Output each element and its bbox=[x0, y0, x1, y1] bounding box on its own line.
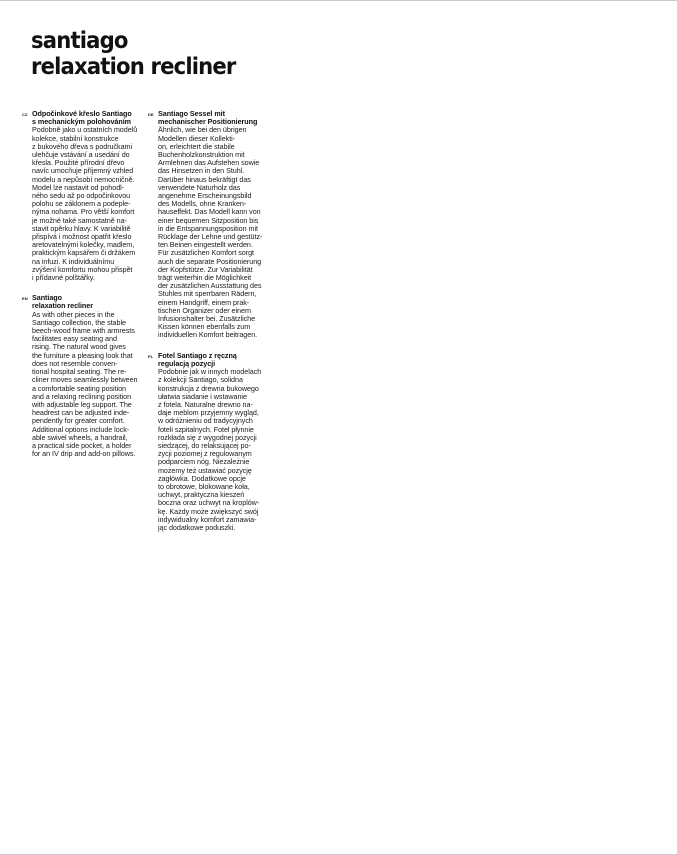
body-line: Kissen können ebenfalls zum bbox=[158, 322, 251, 332]
body-line: navíc umocňuje příjemný vzhled bbox=[32, 166, 134, 176]
body-line: stavit opěrku hlavy. K variabilitě bbox=[32, 223, 131, 233]
section-body bbox=[158, 368, 262, 532]
body-line: ułatwia siadanie i wstawanie bbox=[158, 391, 247, 401]
body-line: tischen Organizer oder einem bbox=[158, 305, 251, 315]
body-line: aretovatelnými kolečky, madlem, bbox=[32, 240, 135, 250]
body-line: for an IV drip and add-on pillows. bbox=[32, 449, 136, 459]
body-line: individuellen Komfort beitragen. bbox=[158, 330, 258, 340]
body-line: angenehme Erscheinungsbild bbox=[158, 191, 252, 201]
section-pl bbox=[148, 352, 262, 532]
section-body bbox=[32, 126, 136, 282]
heading-line: relaxation recliner bbox=[32, 301, 93, 311]
body-line: with adjustable leg support. The bbox=[32, 399, 132, 409]
body-line: facilitates easy seating and bbox=[32, 334, 117, 344]
body-line: z kolekcji Santiago, solidna bbox=[158, 375, 243, 385]
section-cz bbox=[22, 110, 136, 282]
body-line: verwendete Naturholz das bbox=[158, 182, 241, 192]
body-line: ulehčuje vstávání a usedání do bbox=[32, 150, 130, 160]
body-line: Infusionshalter bei. Zusätzliche bbox=[158, 314, 256, 324]
body-line: Ähnlich, wie bei den übrigen bbox=[158, 125, 247, 135]
body-line: jąc dodatkowe poduszki. bbox=[158, 522, 236, 532]
body-line: nýma nohama. Pro větší komfort bbox=[32, 207, 135, 217]
body-line: headrest can be adjusted inde- bbox=[32, 408, 130, 418]
body-line: able swivel wheels, a handrail, bbox=[32, 432, 128, 442]
body-line: As with other pieces in the bbox=[32, 309, 115, 319]
body-line: możemy też ustawiać pozycję bbox=[158, 465, 252, 475]
body-line: podparciem nóg. Niezależnie bbox=[158, 457, 250, 467]
body-line: indywidualny komfort zamawia- bbox=[158, 514, 257, 524]
body-line: z fotela. Naturalne drewno na- bbox=[158, 399, 253, 409]
page-title-line-1: santiago bbox=[31, 28, 128, 54]
body-line: Podobně jako u ostatních modelů bbox=[32, 125, 138, 135]
language-code-en: EN bbox=[22, 296, 28, 302]
body-line: přispívá i možnost opatřit křeslo bbox=[32, 232, 132, 242]
body-line: Für zusätzlichen Komfort sorgt bbox=[158, 248, 254, 258]
body-line: ného sedu až po odpočinkovou bbox=[32, 191, 131, 201]
text-column-left bbox=[22, 110, 136, 470]
body-line: des Modells, ohne Kranken- bbox=[158, 199, 247, 209]
body-line: beech-wood frame with armrests bbox=[32, 326, 135, 336]
body-line: ten Beinen eingestellt werden. bbox=[158, 240, 253, 250]
section-heading bbox=[158, 352, 262, 368]
body-line: konstrukcja z drewna bukowego bbox=[158, 383, 259, 393]
body-line: kolekce, stabilní konstrukce bbox=[32, 133, 119, 143]
body-line: Additional options include lock- bbox=[32, 424, 130, 434]
body-line: zycji poziomej z regulowanym bbox=[158, 449, 252, 459]
body-line: siedzącej, do relaksującej po- bbox=[158, 440, 251, 450]
body-line: zagłówka. Dodatkowe opcje bbox=[158, 473, 246, 483]
body-line: trägt weiterhin die Möglichkeit bbox=[158, 273, 252, 283]
page-title-line-2: relaxation recliner bbox=[31, 54, 236, 80]
body-line: pendently for greater comfort. bbox=[32, 416, 125, 426]
body-line: to obrotowe, blokowane koła, bbox=[158, 481, 250, 491]
body-line: zvýšení komfortu mohou přispět bbox=[32, 264, 133, 274]
section-heading bbox=[32, 294, 136, 310]
text-column-right bbox=[148, 110, 262, 544]
body-line: polohu se záklonem a podeple- bbox=[32, 199, 131, 209]
body-line: Stuhles mit sperrbaren Rädern, bbox=[158, 289, 257, 299]
heading-line: Fotel Santiago z ręczną bbox=[158, 350, 237, 360]
body-line: Model lze nastavit od pohodl- bbox=[32, 182, 125, 192]
body-line: tional hospital seating. The re- bbox=[32, 367, 127, 377]
body-line: der zusätzlichen Ausstattung des bbox=[158, 281, 262, 291]
body-line: the furniture a pleasing look that bbox=[32, 350, 133, 360]
page-edge-top bbox=[0, 0, 678, 1]
language-code-cz: CZ bbox=[22, 112, 28, 117]
section-heading bbox=[32, 110, 136, 126]
heading-line: Santiago Sessel mit bbox=[158, 109, 225, 118]
body-line: Rücklage der Lehne und gestütz- bbox=[158, 232, 263, 242]
body-line: na infuzi. K individuálnímu bbox=[32, 256, 115, 266]
body-line: hauseffekt. Das Modell kann von bbox=[158, 207, 261, 217]
body-line: uchwyt, praktyczna kieszeń bbox=[158, 490, 245, 500]
heading-line: Odpočinkové křeslo Santiago bbox=[32, 109, 132, 118]
body-line: modelu a nepůsobí nemocničně. bbox=[32, 174, 135, 184]
body-line: w odróżnieniu od tradycyjnych bbox=[158, 416, 253, 426]
body-line: Santiago collection, the stable bbox=[32, 317, 126, 327]
body-line: Armlehnen das Aufstehen sowie bbox=[158, 158, 260, 168]
body-line: does not resemble conven- bbox=[32, 358, 118, 368]
body-line: on, erleichtert die stabile bbox=[158, 141, 235, 151]
body-line: je možné také samostatně na- bbox=[32, 215, 127, 225]
heading-line: regulacją pozycji bbox=[158, 358, 216, 368]
section-de bbox=[148, 110, 262, 340]
language-code-pl: PL bbox=[148, 353, 154, 359]
body-line: in die Entspannungsposition mit bbox=[158, 223, 258, 233]
body-line: rozkłada się z wygodnej pozycji bbox=[158, 432, 257, 442]
body-line: a comfortable seating position bbox=[32, 383, 126, 393]
page-title bbox=[31, 28, 236, 80]
body-line: and a relaxing reclining position bbox=[32, 391, 132, 401]
body-line: Modellen dieser Kollekti- bbox=[158, 133, 236, 143]
body-line: a practical side pocket, a holder bbox=[32, 440, 132, 450]
section-en bbox=[22, 294, 136, 458]
section-body bbox=[32, 311, 136, 459]
body-line: boczna oraz uchwyt na kroplów- bbox=[158, 498, 260, 508]
section-body bbox=[158, 126, 262, 339]
body-line: einem Handgriff, einem prak- bbox=[158, 297, 250, 307]
heading-line: mechanischer Positionierung bbox=[158, 117, 258, 127]
body-line: praktickým kapsářem či držákem bbox=[32, 248, 136, 258]
body-line: auch die separate Positionierung bbox=[158, 256, 262, 266]
body-line: kę. Każdy może zwiększyć swój bbox=[158, 506, 259, 516]
body-line: das Hinsetzen in den Stuhl. bbox=[158, 166, 245, 176]
body-line: Darüber hinaus bekräftigt das bbox=[158, 174, 251, 184]
body-line: einer bequemen Sitzposition bis bbox=[158, 215, 259, 225]
body-line: i přídavné polštářky. bbox=[32, 273, 95, 283]
body-line: Buchenholzkonstruktion mit bbox=[158, 150, 245, 160]
body-line: rising. The natural wood gives bbox=[32, 342, 126, 352]
heading-line: s mechanickým polohováním bbox=[32, 117, 132, 127]
language-code-de: DE bbox=[148, 112, 154, 117]
body-line: daje meblom przyjemny wygląd, bbox=[158, 408, 259, 418]
body-line: křesla. Použité přírodní dřevo bbox=[32, 158, 125, 168]
body-line: der Kopfstütze. Zur Variabilität bbox=[158, 264, 253, 274]
section-heading bbox=[158, 110, 262, 126]
body-line: Podobnie jak w innych modelach bbox=[158, 367, 262, 377]
body-line: z bukového dřeva s područkami bbox=[32, 141, 133, 151]
body-line: cliner moves seamlessly between bbox=[32, 375, 138, 385]
heading-line: Santiago bbox=[32, 293, 62, 303]
body-line: foteli szpitalnych. Fotel płynnie bbox=[158, 424, 254, 434]
